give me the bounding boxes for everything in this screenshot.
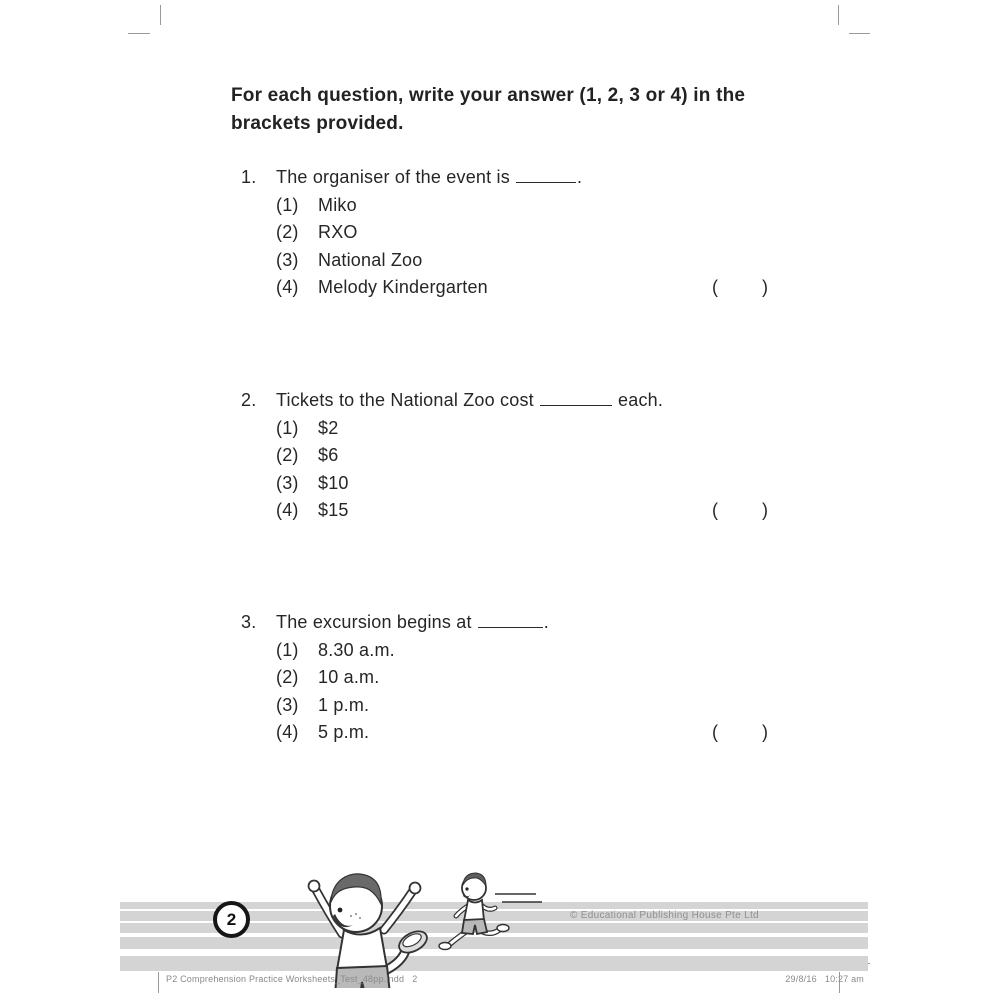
- option-label: (3): [276, 472, 299, 493]
- runner-kid-illustration: [439, 873, 542, 950]
- answer-bracket-close: ): [762, 500, 769, 520]
- option-text: 10 a.m.: [318, 667, 380, 687]
- option-row: [241, 415, 821, 443]
- question-text-after: .: [576, 167, 583, 187]
- option-row: [241, 247, 821, 275]
- answer-bracket-close: ): [762, 722, 769, 742]
- question-text-after: .: [543, 612, 549, 632]
- option-label: (1): [276, 417, 299, 438]
- option-text: National Zoo: [318, 249, 423, 270]
- page-number-badge: 2: [213, 901, 250, 938]
- option-row: [241, 274, 821, 302]
- footer-illustration: [290, 858, 590, 988]
- question-1: [241, 164, 821, 302]
- answer-blank: [540, 392, 612, 406]
- option-label: (4): [276, 277, 299, 297]
- question-number: 1.: [241, 167, 257, 187]
- option-text: $15: [318, 500, 349, 520]
- option-label: (3): [276, 694, 299, 715]
- question-text: Tickets to the National Zoo cost: [276, 390, 534, 410]
- option-label: (1): [276, 194, 299, 215]
- option-row: [241, 692, 821, 720]
- copyright-text: © Educational Publishing House Pte Ltd: [570, 910, 759, 921]
- option-row: [241, 497, 821, 525]
- option-text: 8.30 a.m.: [318, 639, 395, 660]
- option-label: (2): [276, 445, 299, 465]
- option-text: $10: [318, 472, 349, 493]
- print-timestamp: 29/8/16 10:27 am: [785, 974, 864, 984]
- option-row: [241, 442, 821, 470]
- question-line: [241, 164, 821, 192]
- question-3: [241, 609, 821, 747]
- crop-mark: [160, 5, 161, 25]
- option-label: (4): [276, 722, 299, 742]
- option-row: [241, 664, 821, 692]
- answer-bracket-close: ): [762, 277, 769, 297]
- option-row: [241, 192, 821, 220]
- option-label: (4): [276, 500, 299, 520]
- option-text: 1 p.m.: [318, 694, 370, 715]
- question-text: The organiser of the event is: [276, 167, 510, 187]
- option-row: [241, 719, 821, 747]
- instruction-text: For each question, write your answer (1, 2, 3 or 4) in the brackets provided.: [231, 85, 746, 134]
- question-text: The excursion begins at: [276, 612, 472, 632]
- question-text-after: each.: [612, 390, 664, 410]
- option-text: Miko: [318, 194, 357, 215]
- answer-bracket-open: (: [712, 500, 719, 520]
- option-row: [241, 219, 821, 247]
- question-line: [241, 387, 821, 415]
- question-line: [241, 609, 821, 637]
- option-label: (2): [276, 222, 299, 242]
- crop-mark: [838, 5, 839, 25]
- option-label: (1): [276, 639, 299, 660]
- question-2: [241, 387, 821, 525]
- crop-mark: [158, 972, 159, 993]
- option-label: (3): [276, 249, 299, 270]
- crop-mark: [849, 33, 870, 34]
- print-filename: P2 Comprehension Practice Worksheets_Test_48pp.indd 2: [166, 974, 418, 984]
- option-row: [241, 470, 821, 498]
- question-number: 2.: [241, 390, 257, 410]
- answer-blank: [478, 614, 543, 628]
- crop-mark: [128, 33, 150, 34]
- option-row: [241, 637, 821, 665]
- answer-bracket-open: (: [712, 722, 719, 742]
- answer-bracket-open: (: [712, 277, 719, 297]
- answer-blank: [516, 169, 576, 183]
- option-label: (2): [276, 667, 299, 687]
- option-text: $2: [318, 417, 339, 438]
- question-number: 3.: [241, 612, 257, 632]
- option-text: $6: [318, 445, 339, 465]
- option-text: RXO: [318, 222, 358, 242]
- option-text: 5 p.m.: [318, 722, 370, 742]
- option-text: Melody Kindergarten: [318, 277, 488, 297]
- runner-boy-illustration: [309, 874, 431, 988]
